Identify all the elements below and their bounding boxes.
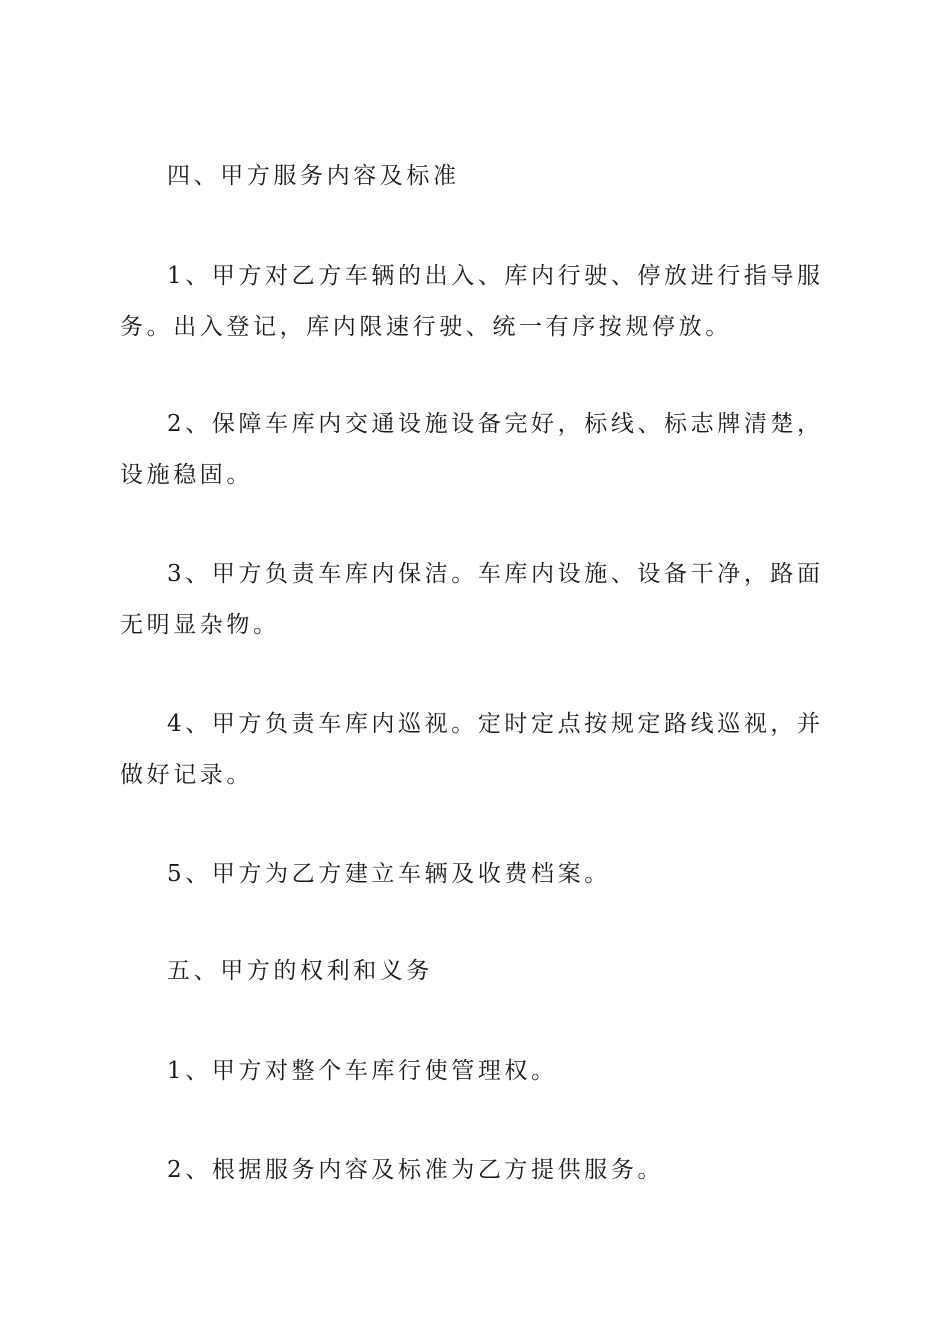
paragraph-item-5-2: 2、根据服务内容及标准为乙方提供服务。: [167, 1157, 665, 1183]
paragraph-item-1: 1、甲方对乙方车辆的出入、库内行驶、停放进行指导服务。出入登记，库内限速行驶、统一有序按规停放。: [120, 263, 824, 340]
paragraph-item-4: 4、甲方负责车库内巡视。定时定点按规定路线巡视，并做好记录。: [120, 711, 824, 788]
paragraph-item-3: 3、甲方负责车库内保洁。车库内设施、设备干净，路面无明显杂物。: [120, 561, 824, 638]
section-heading-four: 四、甲方服务内容及标准: [167, 163, 460, 189]
paragraph-item-2: 2、保障车库内交通设施设备完好，标线、标志牌清楚，设施稳固。: [120, 411, 824, 488]
paragraph-item-5-1: 1、甲方对整个车库行使管理权。: [167, 1058, 558, 1084]
paragraph-item-5: 5、甲方为乙方建立车辆及收费档案。: [167, 861, 611, 887]
section-heading-five: 五、甲方的权利和义务: [167, 958, 433, 984]
